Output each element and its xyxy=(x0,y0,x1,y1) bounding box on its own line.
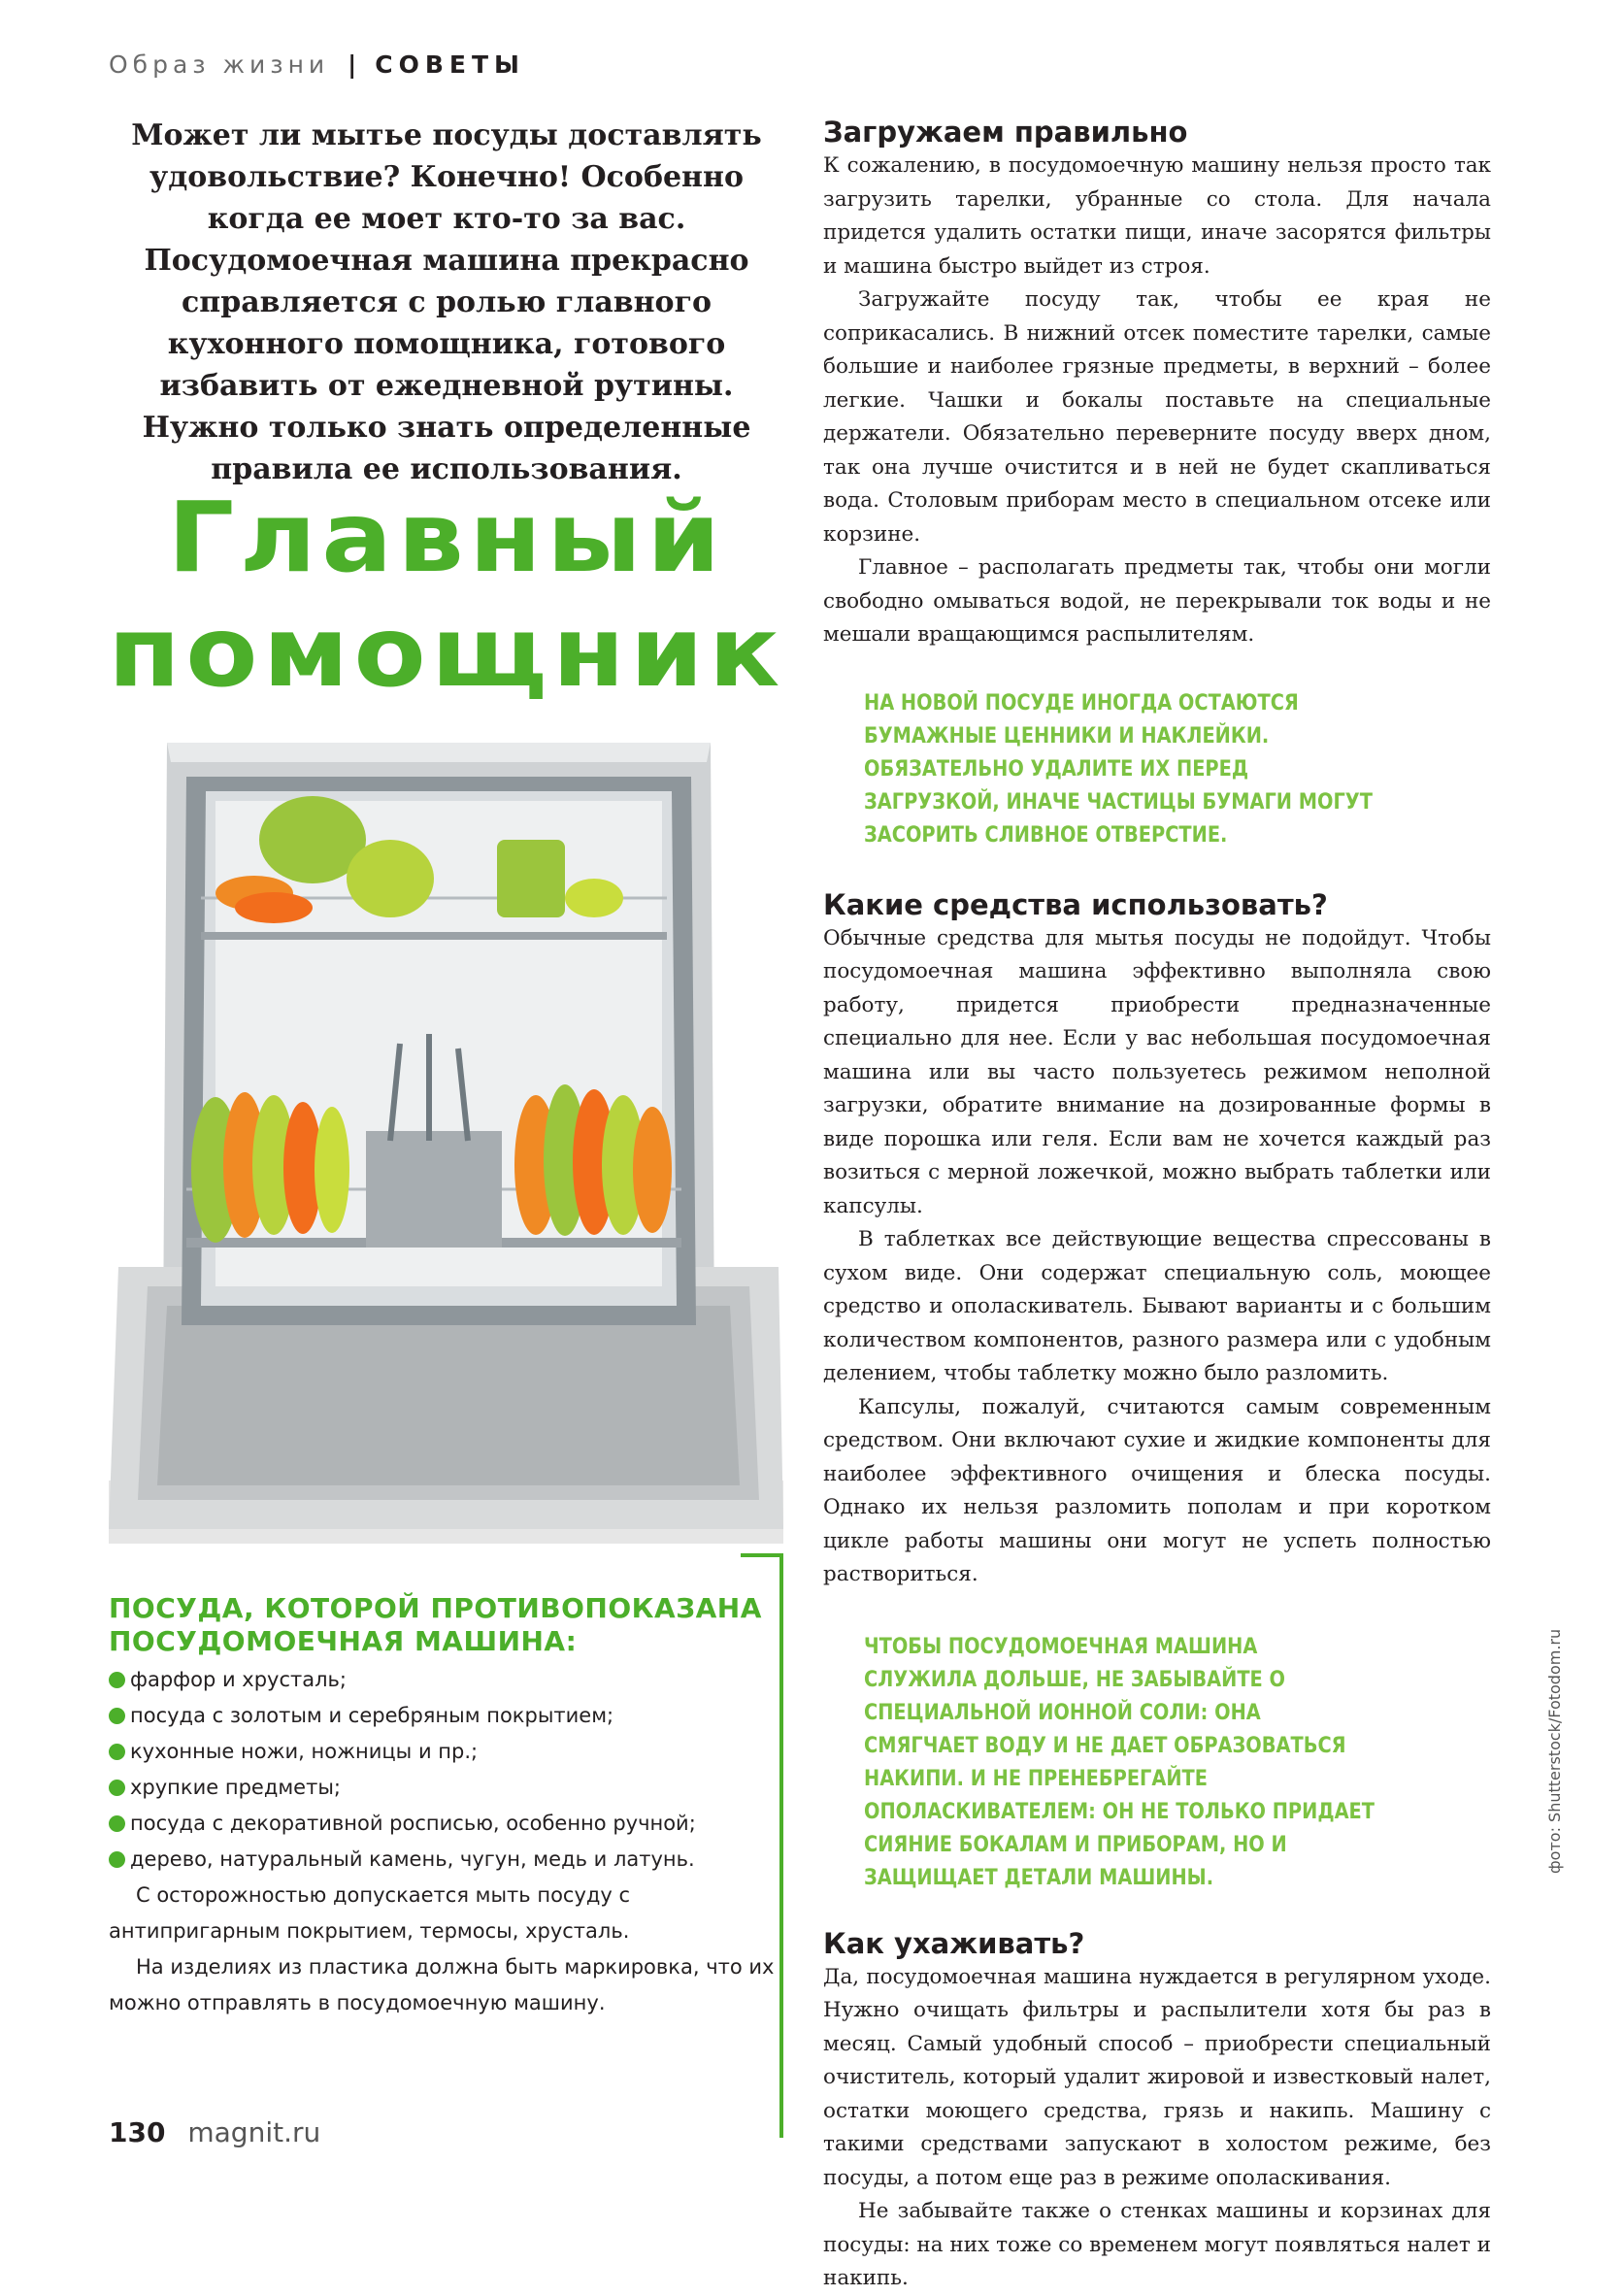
bullet-dot-icon xyxy=(109,1744,125,1760)
section-label: Образ жизни xyxy=(109,50,330,79)
sidebar-paragraph-1: С осторожностью допускается мыть посуду с антипригарным покрытием, термосы, хрусталь. xyxy=(109,1883,631,1943)
bullet-dot-icon xyxy=(109,1851,125,1868)
section-heading-products: Какие средства использовать? xyxy=(823,887,1328,921)
bullet-dot-icon xyxy=(109,1672,125,1688)
paragraph: Загружайте посуду так, чтобы ее края не соприкасались. В нижний отсек поместите тарелки, самые большие и наиболее грязные предметы, в верхний – более легкие. Чашки и бокалы поставьте на специальные держатели. Обязательно переверните посуду вверх дном, так она лучше очистится и в ней не будет скапливаться вода. Столовым приборам место в специальном отсеке или корзине. xyxy=(823,287,1491,547)
photo-credit: фото: Shutterstock/Fotodom.ru xyxy=(1545,1628,1564,1874)
header-separator: | xyxy=(348,50,357,79)
lead-paragraph: Может ли мытье посуды доставлять удовольствие? Конечно! Особенно когда ее моет кто-то за вас. Посудомоечная машина прекрасно справляется с ролью главного кухонного помощника, готового избавить от ежедневной рутины. Нужно только знать определенные правила ее использования. xyxy=(131,118,762,486)
tip-callout-2: ЧТОБЫ ПОСУДОМОЕЧНАЯ МАШИНА СЛУЖИЛА ДОЛЬШЕ, НЕ ЗАБЫВАЙТЕ О СПЕЦИАЛЬНОЙ ИОННОЙ СОЛИ: ОНА СМЯГЧАЕТ ВОДУ И НЕ ДАЕТ ОБРАЗОВАТЬСЯ НАКИПИ. И НЕ ПРЕНЕБРЕГАЙТЕ ОПОЛАСКИВАТЕЛЕМ: ОН НЕ ТОЛЬКО ПРИДАЕТ СИЯНИЕ БОКАЛАМ И ПРИБОРАМ, НО И ЗАЩИЩАЕТ ДЕТАЛИ МАШИНЫ. xyxy=(864,1634,1375,1890)
bullet-dot-icon xyxy=(109,1708,125,1724)
paragraph: Обычные средства для мытья посуды не подойдут. Чтобы посудомоечная машина эффективно выполняла свою работу, придется приобрести предназначенные специально для нее. Если у вас небольшая посудомоечная машина или вы часто пользуетесь режимом неполной загрузки, обратите внимание на дозированные формы в виде порошка или геля. Если вам не хочется каждый раз возиться с мерной ложечкой, можно выбрать таблетки или капсулы. xyxy=(823,925,1491,1218)
list-item: дерево, натуральный камень, чугун, медь и латунь. xyxy=(109,1842,779,1878)
paragraph: В таблетках все действующие вещества спрессованы в сухом виде. Они содержат специальную соль, моющее средство и ополаскиватель. Бывают варианты и с большим количеством компонентов, разного размера или с удобным делением, чтобы таблетку можно было разломить. xyxy=(823,1227,1491,1385)
paragraph: К сожалению, в посудомоечную машину нельзя просто так загрузить тарелки, убранные со стола. Для начала придется удалить остатки пищи, иначе засорятся фильтры и машина быстро выйдет из строя. xyxy=(823,153,1491,279)
list-item: посуда с золотым и серебряным покрытием; xyxy=(109,1698,779,1734)
sidebar-list xyxy=(109,1662,779,1878)
section-heading-loading: Загружаем правильно xyxy=(823,116,1188,149)
sidebar-border-horizontal xyxy=(741,1553,783,1557)
sidebar-border-vertical xyxy=(779,1553,783,2138)
bullet-dot-icon xyxy=(109,1815,125,1832)
sidebar-box xyxy=(109,1592,779,2138)
list-item: кухонные ножи, ножницы и пр.; xyxy=(109,1734,779,1770)
title-line-2: помощник xyxy=(108,595,785,709)
article-column xyxy=(823,115,1491,2296)
bullet-dot-icon xyxy=(109,1780,125,1796)
paragraph: Не забывайте также о стенках машины и корзинах для посуды: на них тоже со временем могут появляться налет и накипь. xyxy=(823,2199,1491,2290)
dishwasher-photo xyxy=(109,723,783,1544)
list-item: фарфор и хрусталь; xyxy=(109,1662,779,1698)
page-number: 130 xyxy=(109,2116,166,2148)
article-title xyxy=(69,481,824,710)
rubric-label: СОВЕТЫ xyxy=(375,50,525,79)
paragraph: Главное – располагать предметы так, чтобы они могли свободно омываться водой, не перекрывали ток воды и не мешали вращающимся распылителям. xyxy=(823,555,1491,647)
page-footer xyxy=(109,2116,320,2148)
sidebar-paragraph-2: На изделиях из пластика должна быть маркировка, что их можно отправлять в посудомоечную машину. xyxy=(109,1955,775,2014)
paragraph: Капсулы, пожалуй, считаются самым современным средством. Они включают сухие и жидкие компоненты для наиболее эффективного очищения и блеска посуды. Однако их нельзя разломить пополам и при коротком цикле работы машины они могут не успеть полностью раствориться. xyxy=(823,1394,1491,1586)
list-item: посуда с декоративной росписью, особенно ручной; xyxy=(109,1806,779,1842)
section-heading-care: Как ухаживать? xyxy=(823,1926,1085,1960)
list-item: хрупкие предметы; xyxy=(109,1770,779,1806)
sidebar-title: ПОСУДА, КОТОРОЙ ПРОТИВОПОКАЗАНА ПОСУДОМОЕЧНАЯ МАШИНА: xyxy=(109,1592,762,1657)
site-link[interactable]: magnit.ru xyxy=(187,2116,321,2148)
title-line-1: Главный xyxy=(167,481,726,594)
page-header xyxy=(109,50,525,79)
paragraph: Да, посудомоечная машина нуждается в регулярном уходе. Нужно очищать фильтры и распылители хотя бы раз в месяц. Самый удобный способ – приобрести специальный очиститель, который удалит жировой и известковый налет, остатки моющего средства, грязь и накипь. Машину с такими средствами запускают в холостом режиме, без посуды, а потом еще раз в режиме ополаскивания. xyxy=(823,1964,1491,2190)
tip-callout-1: НА НОВОЙ ПОСУДЕ ИНОГДА ОСТАЮТСЯ БУМАЖНЫЕ ЦЕННИКИ И НАКЛЕЙКИ. ОБЯЗАТЕЛЬНО УДАЛИТЕ ИХ ПЕРЕД ЗАГРУЗКОЙ, ИНАЧЕ ЧАСТИЦЫ БУМАГИ МОГУТ ЗАСОРИТЬ СЛИВНОЕ ОТВЕРСТИЕ. xyxy=(864,690,1373,848)
